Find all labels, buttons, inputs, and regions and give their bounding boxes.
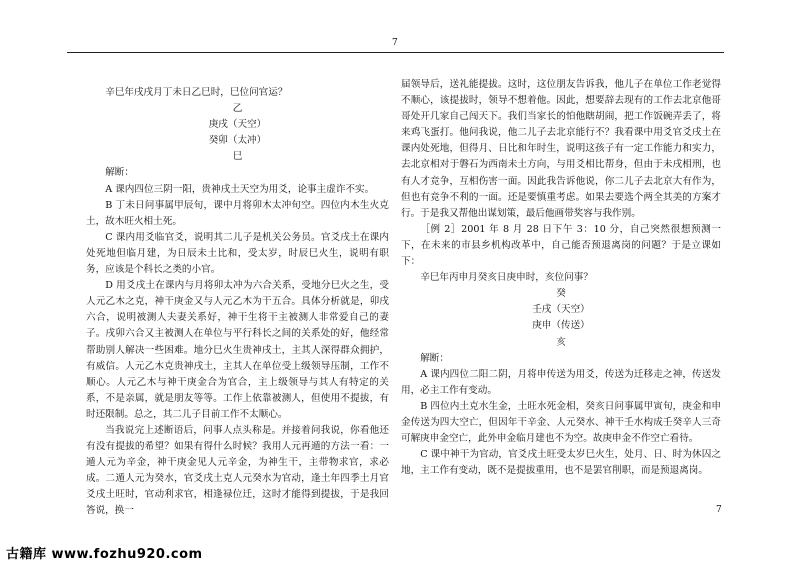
text-line: 亥 xyxy=(556,336,566,348)
page-number-top: 7 xyxy=(392,38,398,48)
text-line: 庚戌（天空） xyxy=(208,119,267,131)
text-line: 癸 xyxy=(556,288,566,300)
text-line: 当我说完上述断语后，问事人点头称是。并接着问我说，你看他还有没有提拔的希望？如果有得什么时候？我用人元再遁的方法一看：一遁人元为辛金，神干庚金见人元辛金，为神生干，主带物求官，求必成。二遁人元为癸水，官爻戌土克人元癸水为官动，逢土年四季土月官爻戌土旺时，官动利求官，相逢禄位迁，这时才能得到提拔，于是我回答说，换一 xyxy=(86,424,389,517)
text-line: 辛巳年戌戌月丁未日乙巳时，巳位问官运？ xyxy=(105,87,288,98)
text-line: ［例 2］2001 年 8 月 28 日下午 3：10 分，自己突然很想预测一下，在未来的市县乡机构改革中，自己能否预退离岗的问题？于是立课如下： xyxy=(401,223,721,268)
text-line: B 丁未日问事属甲辰旬，课中月将卯木太冲旬空。四位内木生火克土，故木旺火相土死。 xyxy=(86,199,389,227)
text-line: 壬戌（天空） xyxy=(532,304,590,316)
text-line: 癸卯（太冲） xyxy=(208,135,267,147)
text-line: 解断： xyxy=(105,167,134,179)
text-line: 乙 xyxy=(232,103,243,115)
text-line: 届领导后，送礼能提拔。这时，这位朋友告诉我，他儿子在单位工作老觉得不顺心，该提拔时，领导不想着他。因此，想要辞去现有的工作去北京他哥哥处开几家自己闯天下。我们当家长的怕他瞎胡闹，把工作饭碗弄丢了，将来鸡飞蛋打。他问我说，他二儿子去北京能行不？我看课中用爻官爻戌土在课内处死地，但得月、日比和年时生，说明这孩子有一定工作能力和实力，去北京相对于磐石为西南未土方向，与用爻相比帮身，但由于未戌相刑，也有人才竞争，互相伤害一面。因此我告诉他说，你二儿子去北京大有作为，但也有竞争不利的一面。还是要慎重考虑。如果去要选个两全其美的方案才行。于是我又帮他出谋划策，最后他画带奖容与我作别。 xyxy=(401,79,721,219)
text-line: 解断： xyxy=(420,352,449,364)
text-line: A 课内四位三阴一阳，贵神戌土天空为用爻，论事主虚诈不实。 xyxy=(105,183,375,195)
header-rule xyxy=(67,52,724,53)
left-column xyxy=(86,85,389,520)
text-line: B 四位内土克水生金，土旺水死金相，癸亥日问事属甲寅旬，庚金和申金传送为四大空亡，但因年干辛金、人元癸水、神干壬水构成壬癸辛人三奇可解庚申金空亡，此外申金临月建也不为空。故庚申金不作空亡看待。 xyxy=(401,400,721,445)
text-line: 庚申（传送） xyxy=(532,320,590,332)
right-column xyxy=(401,77,721,479)
text-line: D 用爻戌土在课内与月将卯太冲为六合关系，受地分巳火之生，受人元乙木之克，神干庚金又与人元乙木为干五合。具体分析就是，卯戌六合，说明被测人夫妻关系好，神干生将干主被测人非常爱自己的妻子。戌卯六合又主被测人在单位与平行科长之间的关系处的好，他经常帮助别人解决一些困难。地分巳火生贵神戌土，主其人深得群众拥护，有威信。人元乙木克贵神戌土，主其人在单位受上级领导压制，工作不顺心。人元乙木与神干庚金合为官合，主上级领导与其人有特定的关系，不是亲属，就是朋友等等。工作上依靠被测人，但使用不提拔，有时还限制。总之，其二儿子目前工作不太顺心。 xyxy=(86,280,389,420)
text-line: C 课内用爻临官爻，说明其二儿子是机关公务员。官爻戌土在课内处死地但临月建，为日辰未土比和，受太岁，时辰巳火生，说明有职务，应该是个科长之类的小官。 xyxy=(86,231,389,276)
text-line: C 课中神干为官动，官爻戌土旺受太岁巳火生，处月、日、时为休囚之地，主工作有变动，既不是提拔重用，也不是罢官削职，而是预退离岗。 xyxy=(401,449,721,477)
text-line: 辛巳年丙申月癸亥日庚申时，亥位问事？ xyxy=(420,272,593,284)
text-line: 巳 xyxy=(232,151,243,163)
text-line: A 课内四位二阳二阴，月将申传送为用爻，传送为迁移走之神，传送发用，必主工作有变动。 xyxy=(401,368,721,396)
site-watermark: 古籍库 www.fozhu920.com xyxy=(6,547,203,562)
page-number-bottom: 7 xyxy=(716,505,722,515)
